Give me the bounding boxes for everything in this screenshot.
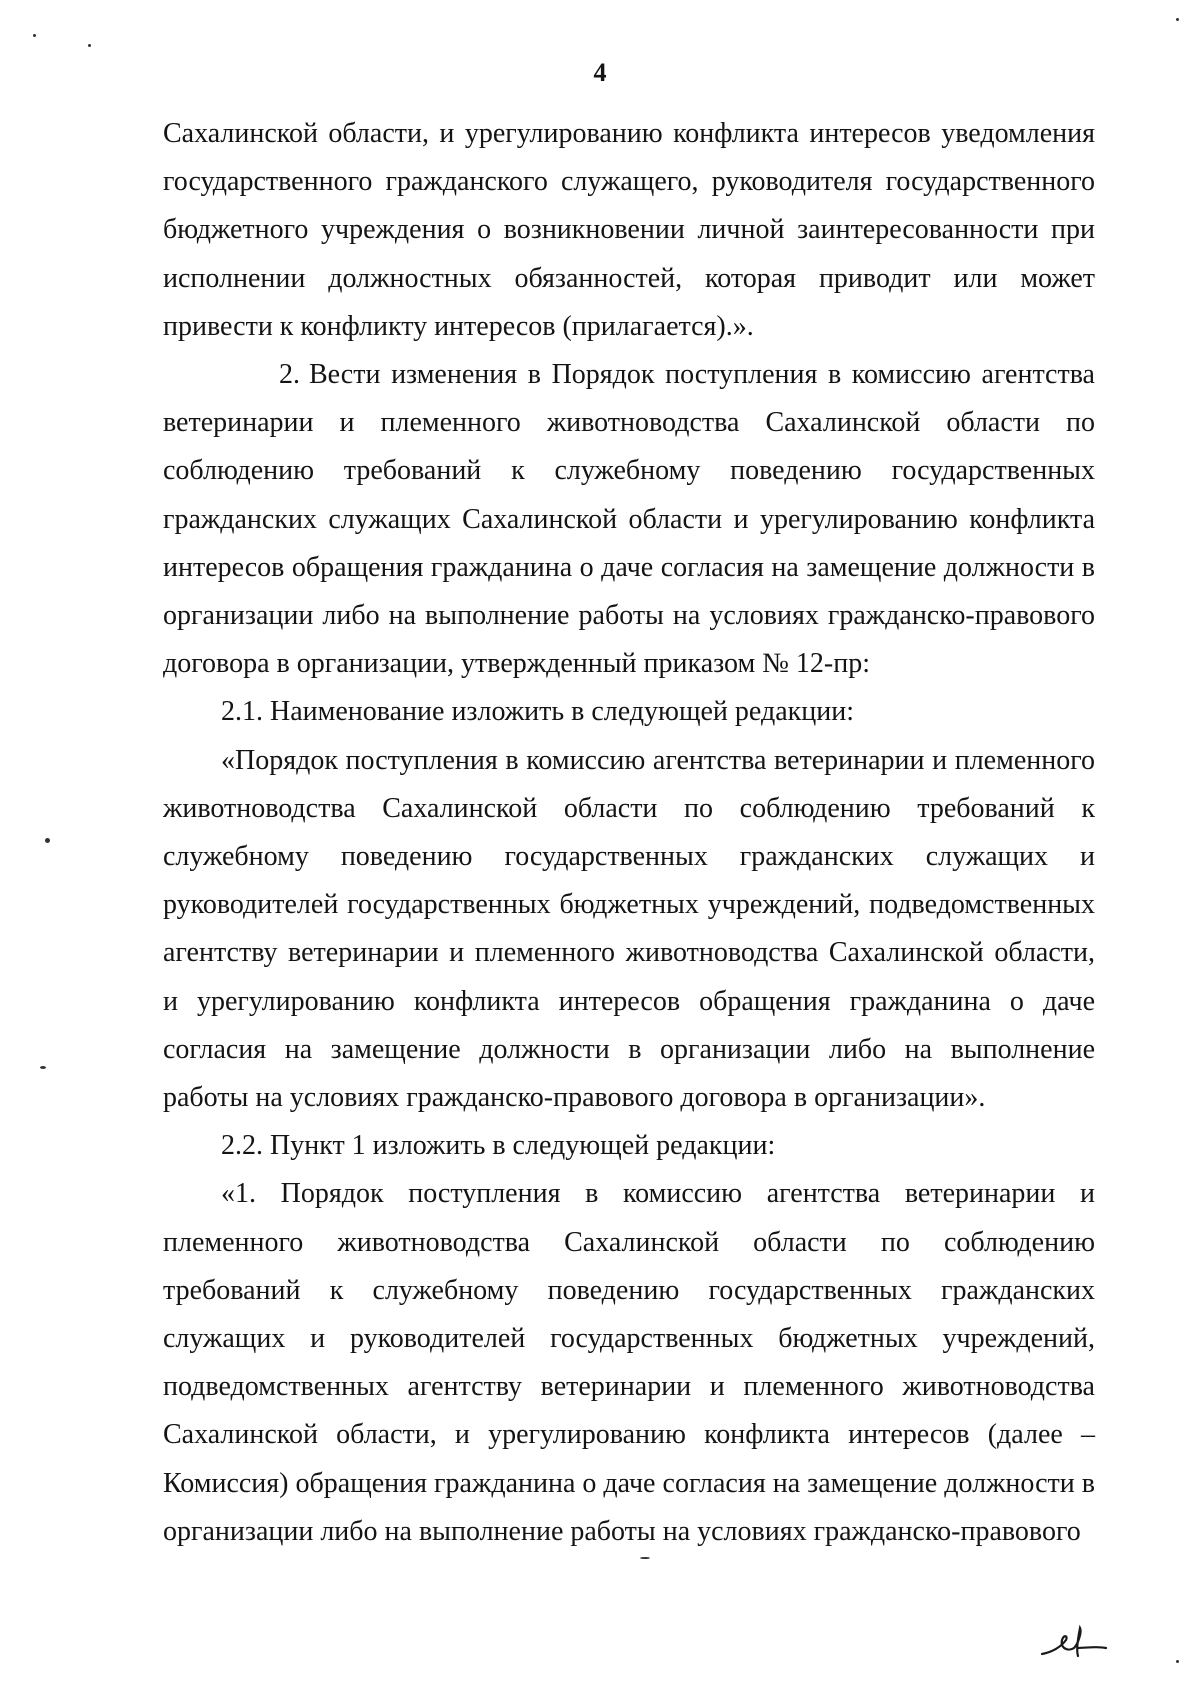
item-number: 2. xyxy=(279,359,300,391)
scan-speck xyxy=(45,838,50,843)
paragraph-item-2-2-quote: «1. Порядок поступления в комиссию агентства ветеринарии и племенного животноводства Сахалинской области по соблюдению требований к служебному поведению государственных гражданских служащих и руководителей государственных бюджетных учреждений, подведомственных агентству ветеринарии и племенного животноводства Сахалинской области, и урегулированию конфликта интересов (далее – Комиссия) обращения гражданина о даче согласия на замещение должности в организации либо на выполнение работы на условиях гражданско-правового xyxy=(163,1178,1095,1547)
page-number: 4 xyxy=(593,58,607,87)
scan-speck xyxy=(640,1557,650,1559)
scan-speck xyxy=(1176,1660,1179,1663)
paragraph-item-2 xyxy=(163,351,1095,688)
initials-signature-icon xyxy=(1038,1618,1110,1668)
paragraph-item-2-1-quote: «Порядок поступления в комиссию агентства ветеринарии и племенного животноводства Сахалинской области по соблюдению требований к служебному поведению государственных гражданских служащих и руководителей государственных бюджетных учреждений, подведомственных агентству ветеринарии и племенного животноводства Сахалинской области, и урегулированию конфликта интересов обращения гражданина о даче согласия на замещение должности в организации либо на выполнение работы на условиях гражданско-правового договора в организации». xyxy=(163,744,1095,1114)
scan-speck xyxy=(40,1066,46,1069)
scan-speck xyxy=(88,44,91,47)
document-body-top xyxy=(163,110,1095,1556)
scan-speck xyxy=(1176,18,1179,21)
scan-speck xyxy=(33,34,36,37)
paragraph-item-2-1-heading: 2.1. Наименование изложить в следующей редакции: xyxy=(221,696,854,728)
paragraph-continuation: Сахалинской области, и урегулированию конфликта интересов уведомления государственного гражданского служащего, руководителя государственного бюджетного учреждения о возникновении личной заинтересованности при исполнении должностных обязанностей, которая приводит или может привести к конфликту интересов (прилагается).». xyxy=(163,118,1095,342)
item-2-text: Вести изменения в Порядок поступления в комиссию агентства ветеринарии и племенного животноводства Сахалинской области по соблюдению требований к служебному поведению государственных гражданских служащих Сахалинской области и урегулированию конфликта интересов обращения гражданина о даче согласия на замещение должности в организации либо на выполнение работы на условиях гражданско-правового договора в организации, утвержденный приказом № 12-пр: xyxy=(163,359,1095,680)
paragraph-item-2-2-heading: 2.2. Пункт 1 изложить в следующей редакции: xyxy=(221,1130,776,1162)
